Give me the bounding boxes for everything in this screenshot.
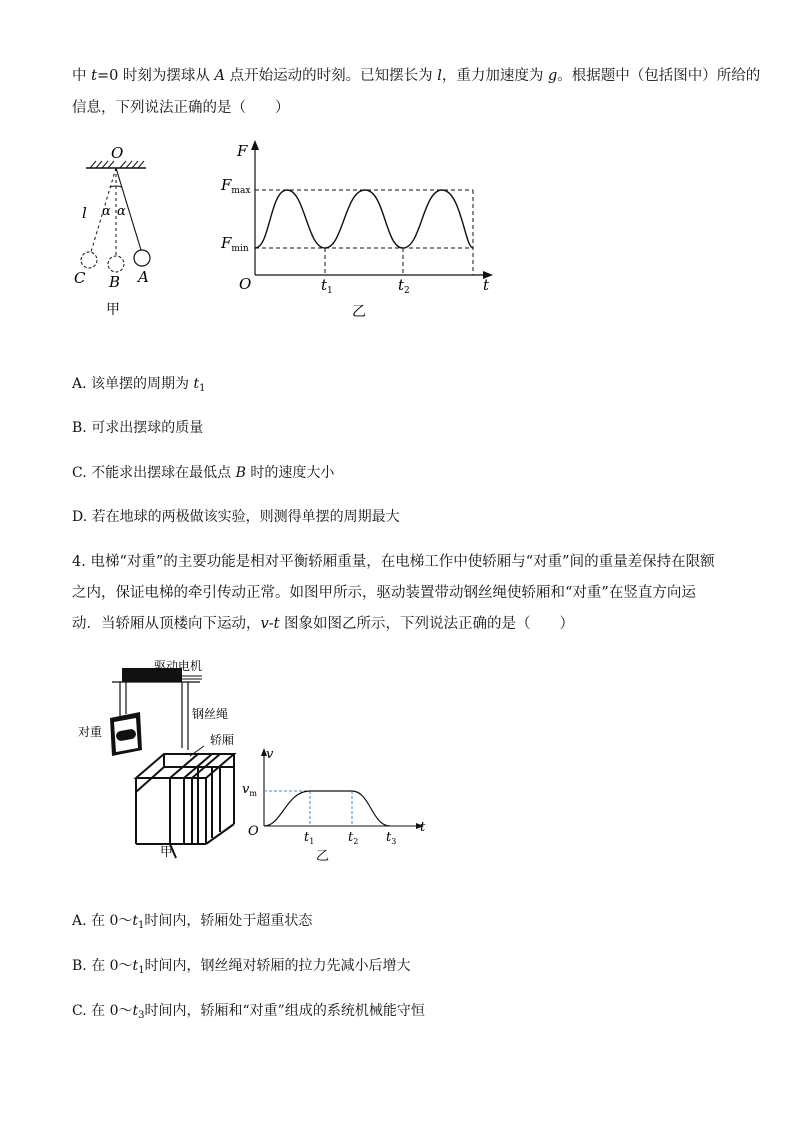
label-A: A [138,268,149,286]
q3-option-B[interactable]: B. 可求出摆球的质量 [72,420,204,436]
q4-option-A[interactable]: A. 在 $0\sim t_1$时间内，轿厢处于超重状态 [72,913,313,931]
q3-intro-line1: 中 t=0 时刻为摆球从 A 点开始运动的时刻。已知摆长为 l，重力加速度为 g。根据题中（包括图中）所给的 [72,68,761,84]
label-alpha-left: α [102,204,111,219]
label-B: B [109,273,121,291]
q4-option-C[interactable]: C. 在 $0\sim t_3$时间内，轿厢和“对重”组成的系统机械能守恒 [72,1003,425,1021]
origin-O: O [239,275,252,293]
q3-intro-line2: 信息，下列说法正确的是（ ） [72,100,290,116]
label-Fmin: $F_{min}$ [221,234,249,254]
q3-option-D[interactable]: D. 若在地球的两极做该实验，则测得单摆的周期最大 [72,509,400,525]
caption-jia-elevator: 甲 [160,845,174,860]
bob-C [81,252,97,268]
tick-t1: $t_1$ [321,276,333,296]
label-counterweight: 对重 [78,725,103,739]
axis-label-v: v [266,747,274,762]
tick-t3-vt: $t_3$ [386,830,397,846]
q3-option-A[interactable]: A. 该单摆的周期为 $t_1$ [72,376,206,394]
q4-stem-line1: 4. 电梯“对重”的主要功能是相对平衡轿厢重量，在电梯工作中使轿厢与“对重”间的重量差保持在限额 [72,554,715,570]
axis-label-F: F [237,142,248,160]
q4-stem-line3: 动．当轿厢从顶楼向下运动，v-t 图象如图乙所示，下列说法正确的是（ ） [72,616,575,632]
tick-t2: $t_2$ [398,276,410,296]
velocity-time-graph [240,742,440,867]
elevator-car [136,754,234,858]
axis-label-t: t [483,276,490,294]
force-curve [255,190,473,248]
force-time-graph [215,138,510,323]
label-rope: 钢丝绳 [192,707,229,721]
label-l: l [82,204,87,222]
elevator-figure [72,652,252,862]
q4-stem-line2: 之内，保证电梯的牵引传动正常。如图甲所示，驱动装置带动钢丝绳使轿厢和“对重”在竖直方向运 [72,585,696,601]
axis-label-t-vt: t [420,820,426,835]
bob-B [108,256,124,272]
pendulum-figure [62,140,172,320]
caption-yi: 乙 [352,304,366,320]
label-alpha-right: α [117,204,126,219]
velocity-curve [264,791,390,826]
q4-option-B[interactable]: B. 在 $0\sim t_1$时间内，钢丝绳对轿厢的拉力先减小后增大 [72,958,411,976]
tick-t1-vt: $t_1$ [304,830,315,846]
q3-option-C[interactable]: C. 不能求出摆球在最低点 B 时的速度大小 [72,465,335,481]
tick-t2-vt: $t_2$ [348,830,359,846]
label-car: 轿厢 [210,733,235,747]
label-motor: 驱动电机 [154,659,203,673]
counterweight [110,712,142,756]
origin-O-vt: O [248,824,259,839]
label-vm: $v_m$ [242,782,257,798]
label-Fmax: $F_{max}$ [221,176,251,196]
label-C: C [74,269,86,287]
bob-A [134,250,150,266]
label-O: O [111,144,124,162]
caption-jia: 甲 [106,302,120,318]
caption-yi-vt: 乙 [316,849,330,864]
